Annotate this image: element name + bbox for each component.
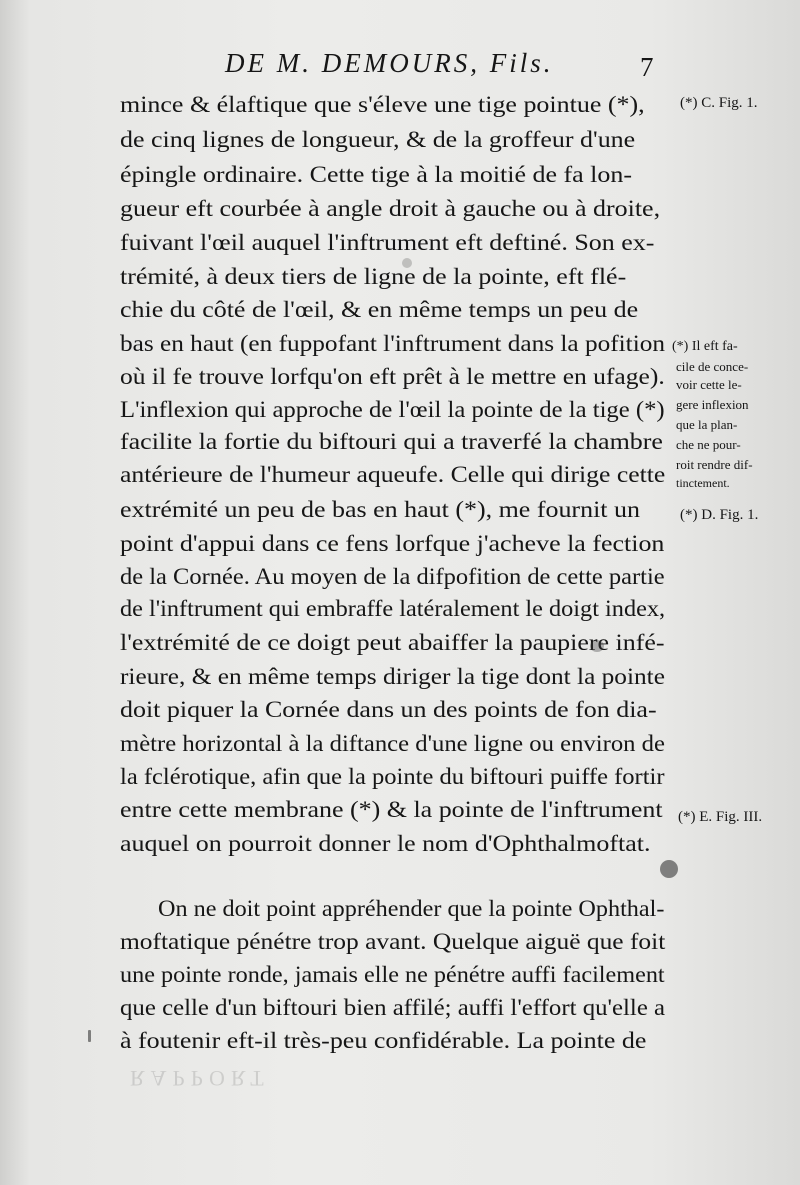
text-line: gueur eft courbée à angle droit à gauche ou à droite, — [120, 196, 661, 222]
page-number: 7 — [640, 52, 654, 82]
text-line: On ne doit point appréhender que la pointe Ophthal- — [158, 896, 665, 922]
text-line: extrémité un peu de bas en haut (*), me fournit un — [120, 497, 640, 523]
ink-blot — [660, 860, 678, 878]
text-line: de l'inftrument qui embraffe latéralement le doigt index, — [120, 596, 666, 622]
text-line: de cinq lignes de longueur, & de la groffeur d'une — [120, 127, 636, 153]
text-line: l'extrémité de ce doigt peut abaiffer la paupiere infé- — [120, 630, 665, 656]
text-line: antérieure de l'humeur aqueufe. Celle qui dirige cette — [120, 462, 666, 488]
ink-mark — [88, 1030, 91, 1042]
text-line: auquel on pourroit donner le nom d'Ophthalmoftat. — [120, 831, 651, 857]
text-line: point d'appui dans ce fens lorfque j'acheve la fection — [120, 531, 665, 557]
text-line: doit piquer la Cornée dans un des points de fon dia- — [120, 697, 657, 723]
text-line: moftatique pénétre trop avant. Quelque aiguë que foit — [120, 929, 666, 955]
text-line: de la Cornée. Au moyen de la difpofition de cette partie — [120, 564, 665, 590]
ink-blot — [402, 258, 412, 268]
text-line: la fclérotique, afin que la pointe du biftouri puiffe fortir — [120, 764, 665, 790]
ink-blot — [590, 640, 604, 652]
text-line: à foutenir eft-il très-peu confidérable. La pointe de — [120, 1028, 647, 1054]
text-line: trémité, à deux tiers de ligne de la pointe, eft flé- — [120, 264, 627, 290]
text-line: bas en haut (en fuppofant l'inftrument dans la pofition — [120, 331, 666, 357]
margin-note: cile de conce- — [676, 359, 749, 374]
show-through-text: RAPPORT — [130, 1066, 270, 1091]
margin-note: que la plan- — [676, 417, 738, 432]
text-line: facilite la fortie du biftouri qui a traverfé la chambre — [120, 429, 663, 455]
text-line: chie du côté de l'œil, & en même temps un peu de — [120, 297, 639, 323]
text-line: L'inflexion qui approche de l'œil la pointe de la tige (*) — [120, 397, 665, 423]
margin-note: (*) E. Fig. III. — [678, 809, 763, 825]
text-line: entre cette membrane (*) & la pointe de l'inftrument — [120, 797, 663, 823]
margin-note: voir cette le- — [676, 377, 742, 392]
text-line: mètre horizontal à la diftance d'une ligne ou environ de — [120, 731, 665, 757]
margin-note: (*) C. Fig. 1. — [680, 95, 758, 111]
text-line: où il fe trouve lorfqu'on eft prêt à le mettre en ufage). — [120, 364, 665, 390]
text-line: mince & élaftique que s'éleve une tige pointue (*), — [120, 92, 645, 118]
text-line: fuivant l'œil auquel l'inftrument eft deftiné. Son ex- — [120, 230, 655, 256]
text-line: une pointe ronde, jamais elle ne pénétre auffi facilement — [120, 962, 665, 988]
text-line: épingle ordinaire. Cette tige à la moitié de fa lon- — [120, 162, 632, 188]
text-line: que celle d'un biftouri bien affilé; auffi l'effort qu'elle a — [120, 995, 666, 1021]
margin-note: tinctement. — [676, 476, 730, 490]
margin-note: che ne pour- — [676, 437, 741, 452]
margin-note: (*) D. Fig. 1. — [680, 507, 759, 523]
text-line: rieure, & en même temps diriger la tige dont la pointe — [120, 664, 665, 690]
margin-note: (*) Il eft fa- — [672, 339, 738, 354]
running-title: DE M. DEMOURS, Fils. — [225, 48, 554, 78]
margin-note: roit rendre dif- — [676, 457, 753, 472]
margin-note: gere inflexion — [676, 397, 749, 412]
